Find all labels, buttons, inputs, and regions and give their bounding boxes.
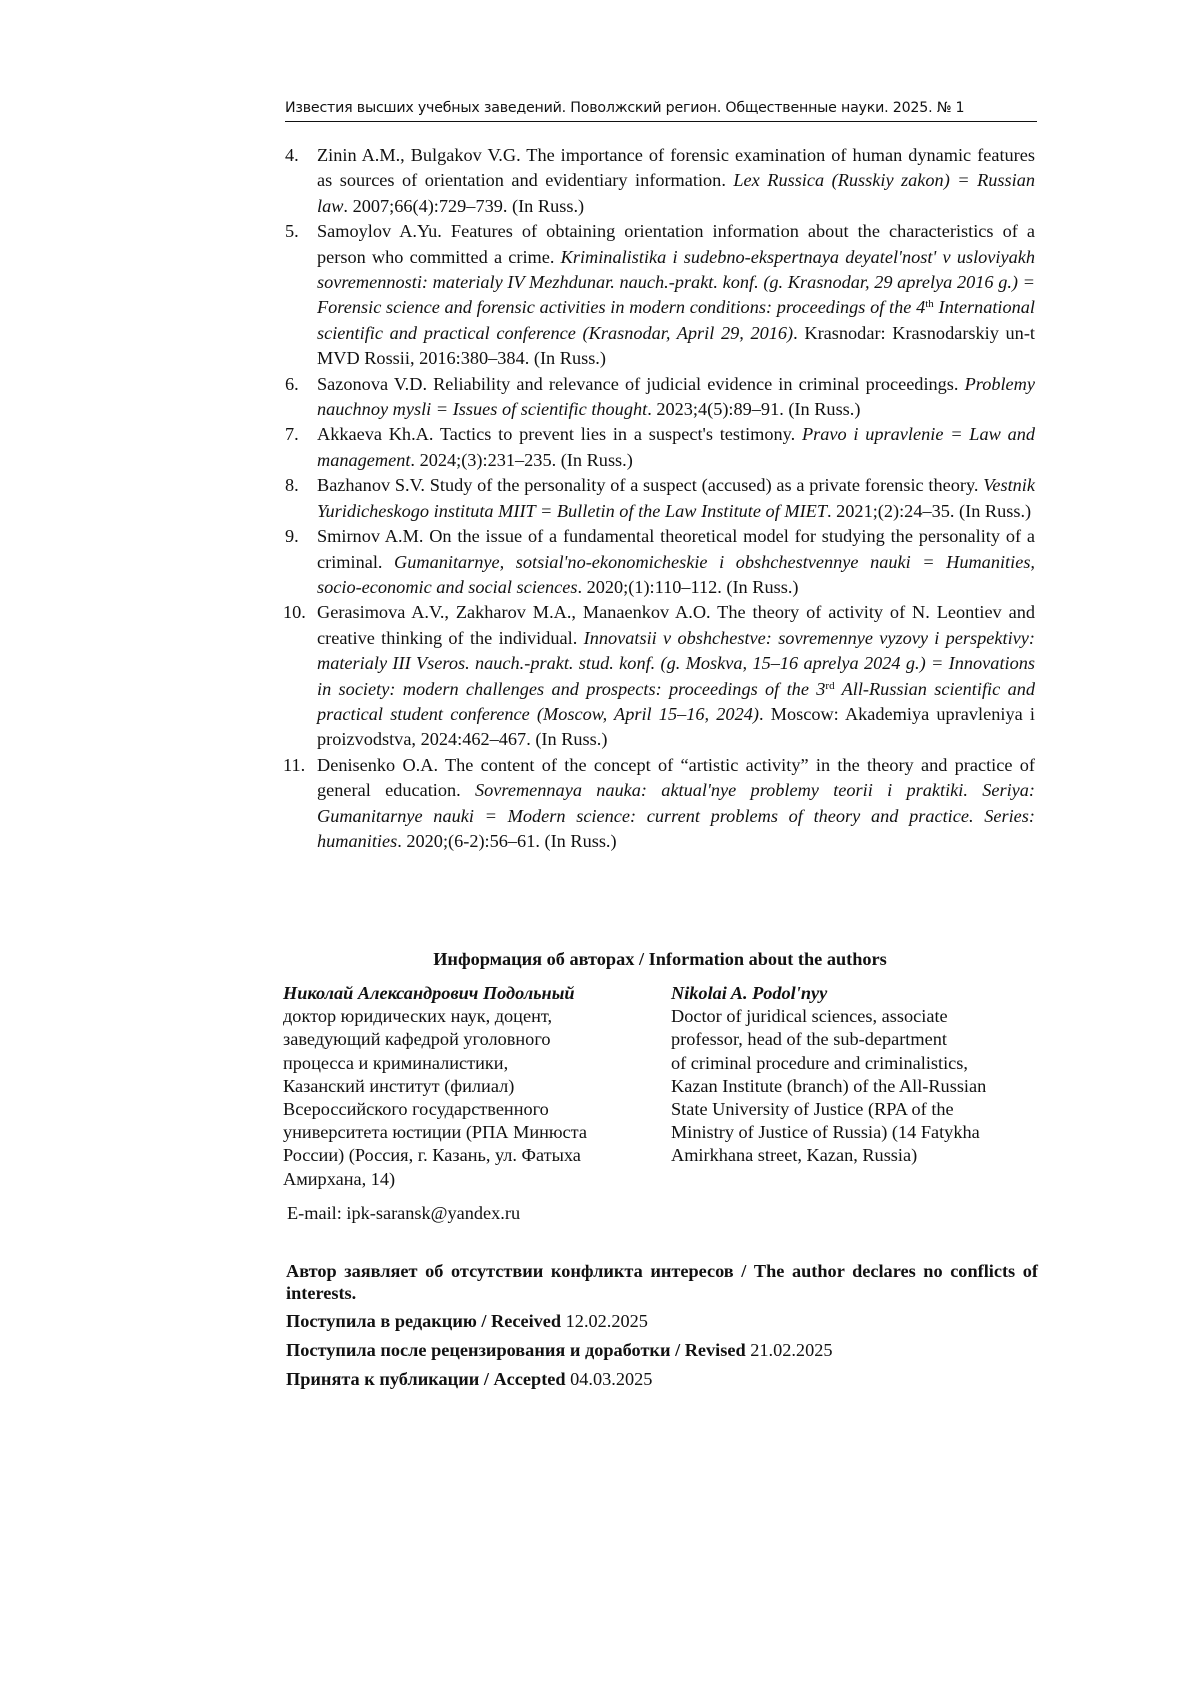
author-detail-line: Doctor of juridical sciences, associate — [671, 1006, 948, 1027]
author-info-russian — [283, 982, 633, 1191]
running-header: Известия высших учебных заведений. Поволжский регион. Общественные науки. 2025. № 1 — [285, 100, 1037, 122]
reference-number: 11. — [283, 754, 306, 775]
author-detail-line: заведующий кафедрой уголовного — [283, 1029, 551, 1050]
reference-number: 6. — [285, 373, 299, 394]
author-detail-line: Казанский институт (филиал) — [283, 1075, 515, 1096]
author-detail-line: State University of Justice (RPA of the — [671, 1099, 954, 1120]
author-name-russian: Николай Александрович Подольный — [283, 983, 575, 1003]
author-name-english: Nikolai A. Podol'nyy — [671, 983, 828, 1003]
received-date: 12.02.2025 — [561, 1311, 648, 1331]
reference-number: 10. — [283, 602, 306, 623]
revised-date: 21.02.2025 — [745, 1340, 833, 1360]
reference-item: 6. Sazonova V.D. Reliability and relevance of judicial evidence in criminal proceedings. Problemy nauchnoy mysli = Issues of scientific thought. 2023;4(5):89–91. (In Russ.) — [285, 373, 1035, 420]
revised-label: Поступила после рецензирования и доработки / Revised — [286, 1340, 746, 1360]
author-detail-line: России) (Россия, г. Казань, ул. Фатыха — [283, 1145, 581, 1166]
author-email: E-mail: ipk-saransk@yandex.ru — [287, 1203, 521, 1223]
accepted-date: 04.03.2025 — [565, 1369, 653, 1389]
author-detail-line: Amirkhana street, Kazan, Russia) — [671, 1145, 918, 1166]
reference-item: 10. Gerasimova A.V., Zakharov M.A., Manaenkov A.O. The theory of activity of N. Leontiev and creative thinking of the individual. Innovatsii v obshchestve: sovremennye vyzovy i perspektivy: materialy III Vseros. nauch.-prakt. stud. konf. (g. Moskva, 15–16 aprelya 2024 g.) = Innovations in society: modern challenges and prospects: proceedings of the 3rd All-Russian scientific and practical student conference (Moscow, April 15–16, 2024). Moscow: Akademiya upravleniya i proizvodstva, 2024:462–467. (In Russ.) — [283, 602, 1036, 750]
authors-section-title: Информация об авторах / Information about the authors — [433, 949, 887, 969]
author-info-english — [671, 982, 1041, 1168]
reference-number: 9. — [285, 526, 299, 547]
author-detail-line: Всероссийского государственного — [283, 1099, 549, 1120]
received-label: Поступила в редакцию / Received — [286, 1311, 562, 1331]
reference-item: 9. Smirnov A.M. On the issue of a fundamental theoretical model for studying the personality of a criminal. Gumanitarnye, sotsial'no-ekonomicheskie i obshchestvennye nauki = Humanities, socio-economic and social sciences. 2020;(1):110–112. (In Russ.) — [285, 526, 1036, 597]
received-date-line — [286, 1311, 1038, 1332]
reference-number: 4. — [285, 145, 299, 165]
revised-date-line — [286, 1340, 1038, 1361]
author-detail-line: доктор юридических наук, доцент, — [283, 1006, 553, 1027]
reference-item: 4. Zinin A.M., Bulgakov V.G. The importance of forensic examination of human dynamic features as sources of orientation and evidentiary information. Lex Russica (Russkiy zakon) = Russian law. 2007;66(4):729–739. (In Russ.) — [285, 145, 1035, 216]
conflict-of-interest-statement: Автор заявляет об отсутствии конфликта интересов / The author declares no conflicts of interests. — [286, 1261, 1038, 1303]
author-detail-line: Kazan Institute (branch) of the All-Russian — [671, 1075, 987, 1096]
accepted-date-line — [286, 1369, 1038, 1390]
author-detail-line: professor, head of the sub-department — [671, 1029, 947, 1050]
author-detail-line: of criminal procedure and criminalistics, — [671, 1052, 968, 1073]
reference-number: 7. — [285, 424, 299, 445]
reference-item: 5. Samoylov A.Yu. Features of obtaining orientation information about the characteristics of a person who committed a crime. Kriminalistika i sudebno-ekspertnaya deyatel'nost' v usloviyakh sovremennosti: materialy IV Mezhdunar. nauch.-prakt. konf. (g. Krasnodar, 29 aprelya 2016 g.) = Forensic science and forensic activities in modern conditions: proceedings of the 4th International scientific and practical conference (Krasnodar, April 29, 2016). Krasnodar: Krasnodarskiy un-t MVD Rossii, 2016:380–384. (In Russ.) — [285, 221, 1035, 369]
reference-number: 8. — [285, 475, 299, 496]
author-detail-line: Ministry of Justice of Russia) (14 Fatykha — [671, 1122, 980, 1143]
reference-item: 8. Bazhanov S.V. Study of the personality of a suspect (accused) as a private forensic theory. Vestnik Yuridicheskogo instituta MIIT = Bulletin of the Law Institute of MIET. 2021;(2):24–35. (In Russ.) — [285, 475, 1035, 521]
reference-item: 7. Akkaeva Kh.A. Tactics to prevent lies in a suspect's testimony. Pravo i upravlenie = Law and management. 2024;(3):231–235. (In Russ.) — [285, 424, 1035, 470]
reference-item: 11. Denisenko O.A. The content of the concept of “artistic activity” in the theory and practice of general education. Sovremennaya nauka: aktual'nye problemy teorii i praktiki. Seriya: Gumanitarnye nauki = Modern science: current problems of theory and practice. Series: humanities. 2020;(6-2):56–61. (In Russ.) — [283, 754, 1035, 851]
accepted-label: Принята к публикации / Accepted — [286, 1369, 566, 1389]
reference-number: 5. — [285, 221, 299, 242]
author-detail-line: Амирхана, 14) — [283, 1168, 396, 1189]
author-detail-line: университета юстиции (РПА Минюста — [283, 1122, 587, 1143]
reference-list — [285, 143, 1035, 854]
author-detail-line: процесса и криминалистики, — [283, 1052, 509, 1073]
